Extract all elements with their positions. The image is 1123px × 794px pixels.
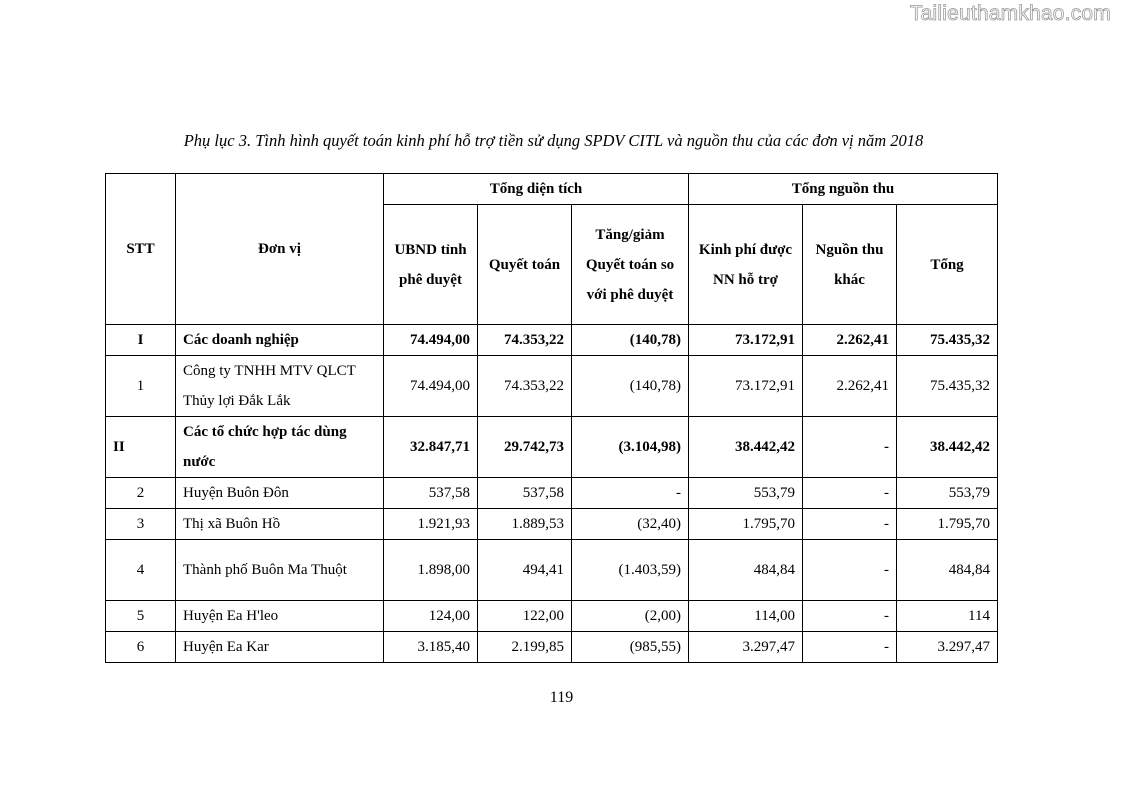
cell-unit: Thị xã Buôn Hồ bbox=[176, 509, 384, 540]
cell-approved: 1.921,93 bbox=[384, 509, 478, 540]
header-total: Tổng bbox=[897, 205, 998, 325]
cell-settled: 1.889,53 bbox=[478, 509, 572, 540]
cell-other-revenue: - bbox=[803, 632, 897, 663]
cell-stt: II bbox=[106, 417, 176, 478]
cell-total: 3.297,47 bbox=[897, 632, 998, 663]
cell-state-funding: 38.442,42 bbox=[689, 417, 803, 478]
table-row bbox=[106, 417, 998, 478]
header-unit: Đơn vị bbox=[176, 174, 384, 325]
header-stt: STT bbox=[106, 174, 176, 325]
cell-settled: 2.199,85 bbox=[478, 632, 572, 663]
cell-stt: 6 bbox=[106, 632, 176, 663]
cell-other-revenue: - bbox=[803, 540, 897, 601]
cell-other-revenue: 2.262,41 bbox=[803, 325, 897, 356]
cell-approved: 3.185,40 bbox=[384, 632, 478, 663]
cell-unit: Công ty TNHH MTV QLCT Thủy lợi Đắk Lắk bbox=[176, 356, 384, 417]
cell-other-revenue: - bbox=[803, 601, 897, 632]
header-row-groups bbox=[106, 174, 998, 205]
header-group-revenue: Tổng nguồn thu bbox=[689, 174, 998, 205]
cell-state-funding: 3.297,47 bbox=[689, 632, 803, 663]
cell-change: - bbox=[572, 478, 689, 509]
cell-unit: Huyện Ea H'leo bbox=[176, 601, 384, 632]
header-approved: UBND tỉnh phê duyệt bbox=[384, 205, 478, 325]
cell-unit: Các doanh nghiệp bbox=[176, 325, 384, 356]
cell-unit: Thành phố Buôn Ma Thuột bbox=[176, 540, 384, 601]
cell-approved: 32.847,71 bbox=[384, 417, 478, 478]
watermark-text: Tailieuthamkhao.com bbox=[909, 2, 1111, 25]
cell-stt: 5 bbox=[106, 601, 176, 632]
header-other-revenue: Nguồn thu khác bbox=[803, 205, 897, 325]
cell-state-funding: 114,00 bbox=[689, 601, 803, 632]
settlement-table bbox=[105, 173, 998, 663]
table-row bbox=[106, 478, 998, 509]
cell-total: 1.795,70 bbox=[897, 509, 998, 540]
cell-change: (140,78) bbox=[572, 356, 689, 417]
cell-change: (140,78) bbox=[572, 325, 689, 356]
cell-state-funding: 73.172,91 bbox=[689, 325, 803, 356]
cell-other-revenue: - bbox=[803, 417, 897, 478]
cell-stt: 3 bbox=[106, 509, 176, 540]
cell-other-revenue: 2.262,41 bbox=[803, 356, 897, 417]
table-row bbox=[106, 632, 998, 663]
cell-settled: 74.353,22 bbox=[478, 356, 572, 417]
cell-change: (3.104,98) bbox=[572, 417, 689, 478]
cell-stt: 1 bbox=[106, 356, 176, 417]
header-group-area: Tổng diện tích bbox=[384, 174, 689, 205]
table-row bbox=[106, 540, 998, 601]
cell-total: 75.435,32 bbox=[897, 325, 998, 356]
cell-state-funding: 73.172,91 bbox=[689, 356, 803, 417]
cell-approved: 1.898,00 bbox=[384, 540, 478, 601]
cell-change: (2,00) bbox=[572, 601, 689, 632]
cell-total: 75.435,32 bbox=[897, 356, 998, 417]
header-change: Tăng/giảm Quyết toán so với phê duyệt bbox=[572, 205, 689, 325]
cell-total: 114 bbox=[897, 601, 998, 632]
cell-change: (32,40) bbox=[572, 509, 689, 540]
cell-approved: 124,00 bbox=[384, 601, 478, 632]
cell-stt: 4 bbox=[106, 540, 176, 601]
cell-change: (1.403,59) bbox=[572, 540, 689, 601]
cell-stt: I bbox=[106, 325, 176, 356]
cell-state-funding: 484,84 bbox=[689, 540, 803, 601]
cell-state-funding: 1.795,70 bbox=[689, 509, 803, 540]
cell-state-funding: 553,79 bbox=[689, 478, 803, 509]
table-row bbox=[106, 509, 998, 540]
cell-approved: 537,58 bbox=[384, 478, 478, 509]
cell-other-revenue: - bbox=[803, 478, 897, 509]
page-number: 119 bbox=[549, 689, 574, 706]
table-row bbox=[106, 356, 998, 417]
cell-settled: 122,00 bbox=[478, 601, 572, 632]
cell-unit: Huyện Buôn Đôn bbox=[176, 478, 384, 509]
cell-stt: 2 bbox=[106, 478, 176, 509]
table-row bbox=[106, 601, 998, 632]
cell-unit: Huyện Ea Kar bbox=[176, 632, 384, 663]
header-settled: Quyết toán bbox=[478, 205, 572, 325]
table-row bbox=[106, 325, 998, 356]
header-state-funding: Kinh phí được NN hỗ trợ bbox=[689, 205, 803, 325]
cell-settled: 29.742,73 bbox=[478, 417, 572, 478]
cell-settled: 537,58 bbox=[478, 478, 572, 509]
cell-change: (985,55) bbox=[572, 632, 689, 663]
cell-total: 484,84 bbox=[897, 540, 998, 601]
table-caption: Phụ lục 3. Tình hình quyết toán kinh phí hỗ trợ tiền sử dụng SPDV CITL và nguồn thu của các đơn vị năm 2018 bbox=[183, 131, 924, 150]
cell-approved: 74.494,00 bbox=[384, 356, 478, 417]
cell-approved: 74.494,00 bbox=[384, 325, 478, 356]
cell-total: 553,79 bbox=[897, 478, 998, 509]
cell-unit: Các tổ chức hợp tác dùng nước bbox=[176, 417, 384, 478]
cell-total: 38.442,42 bbox=[897, 417, 998, 478]
cell-other-revenue: - bbox=[803, 509, 897, 540]
cell-settled: 74.353,22 bbox=[478, 325, 572, 356]
cell-settled: 494,41 bbox=[478, 540, 572, 601]
